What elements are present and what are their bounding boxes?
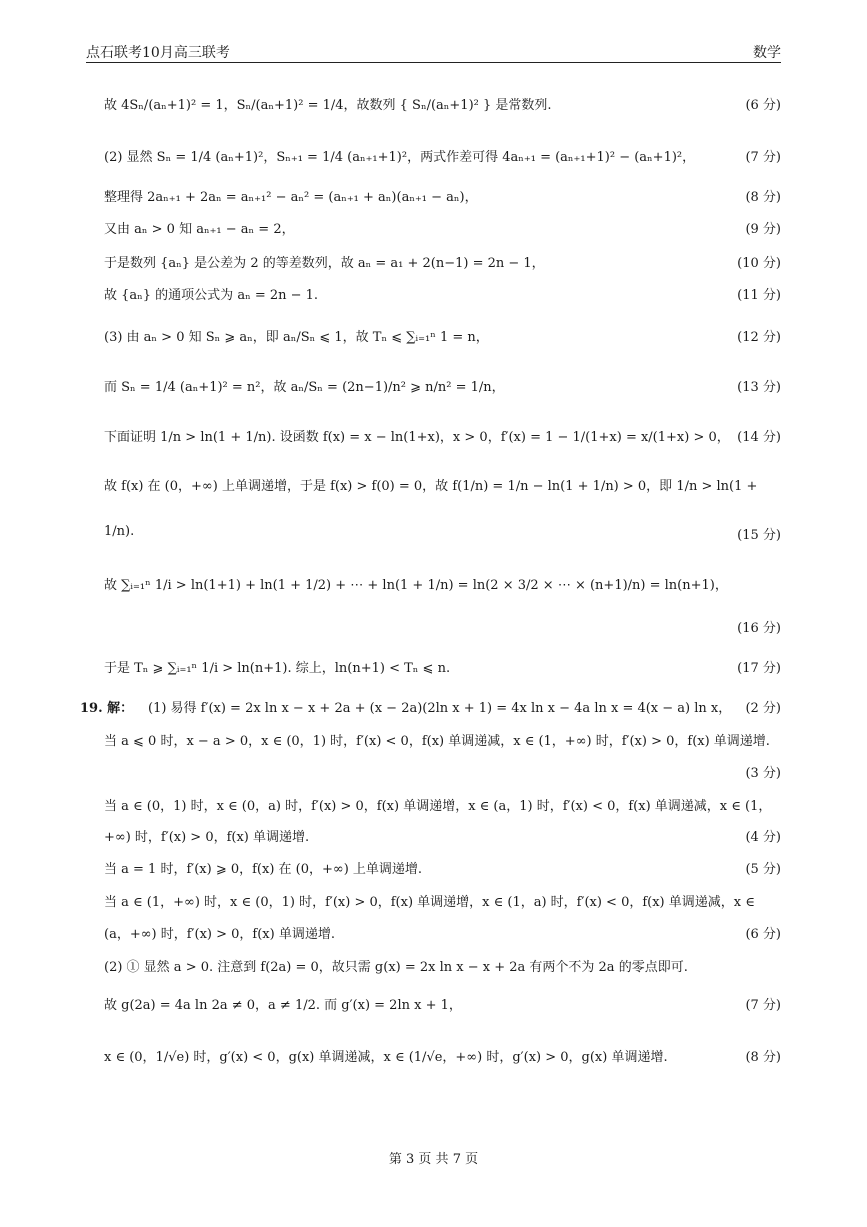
score-mark: (8 分) [745, 190, 781, 205]
score-mark: (13 分) [737, 380, 781, 395]
score-mark: (8 分) [745, 1050, 781, 1065]
score-mark: (7 分) [745, 998, 781, 1013]
score-mark: (9 分) [745, 222, 781, 237]
score-mark: (14 分) [737, 430, 781, 445]
page-footer: 第 3 页 共 7 页 [388, 1152, 479, 1167]
score-mark: (7 分) [745, 150, 781, 165]
question-number: 19. 解： [80, 701, 134, 716]
score-mark: (12 分) [737, 330, 781, 345]
score-mark: (4 分) [745, 830, 781, 845]
subject-label: 数学 [753, 45, 781, 61]
score-mark: (16 分) [737, 621, 781, 636]
score-mark: (5 分) [745, 862, 781, 877]
exam-title: 点石联考10月高三联考 [86, 45, 230, 61]
score-mark: (15 分) [737, 528, 781, 543]
score-mark: (11 分) [737, 288, 781, 303]
score-mark: (10 分) [737, 256, 781, 271]
score-mark: (17 分) [737, 661, 781, 676]
score-mark: (6 分) [745, 927, 781, 942]
page-header [86, 38, 781, 63]
score-mark: (2 分) [745, 701, 781, 716]
score-mark: (3 分) [745, 766, 781, 781]
score-mark: (6 分) [745, 98, 781, 113]
